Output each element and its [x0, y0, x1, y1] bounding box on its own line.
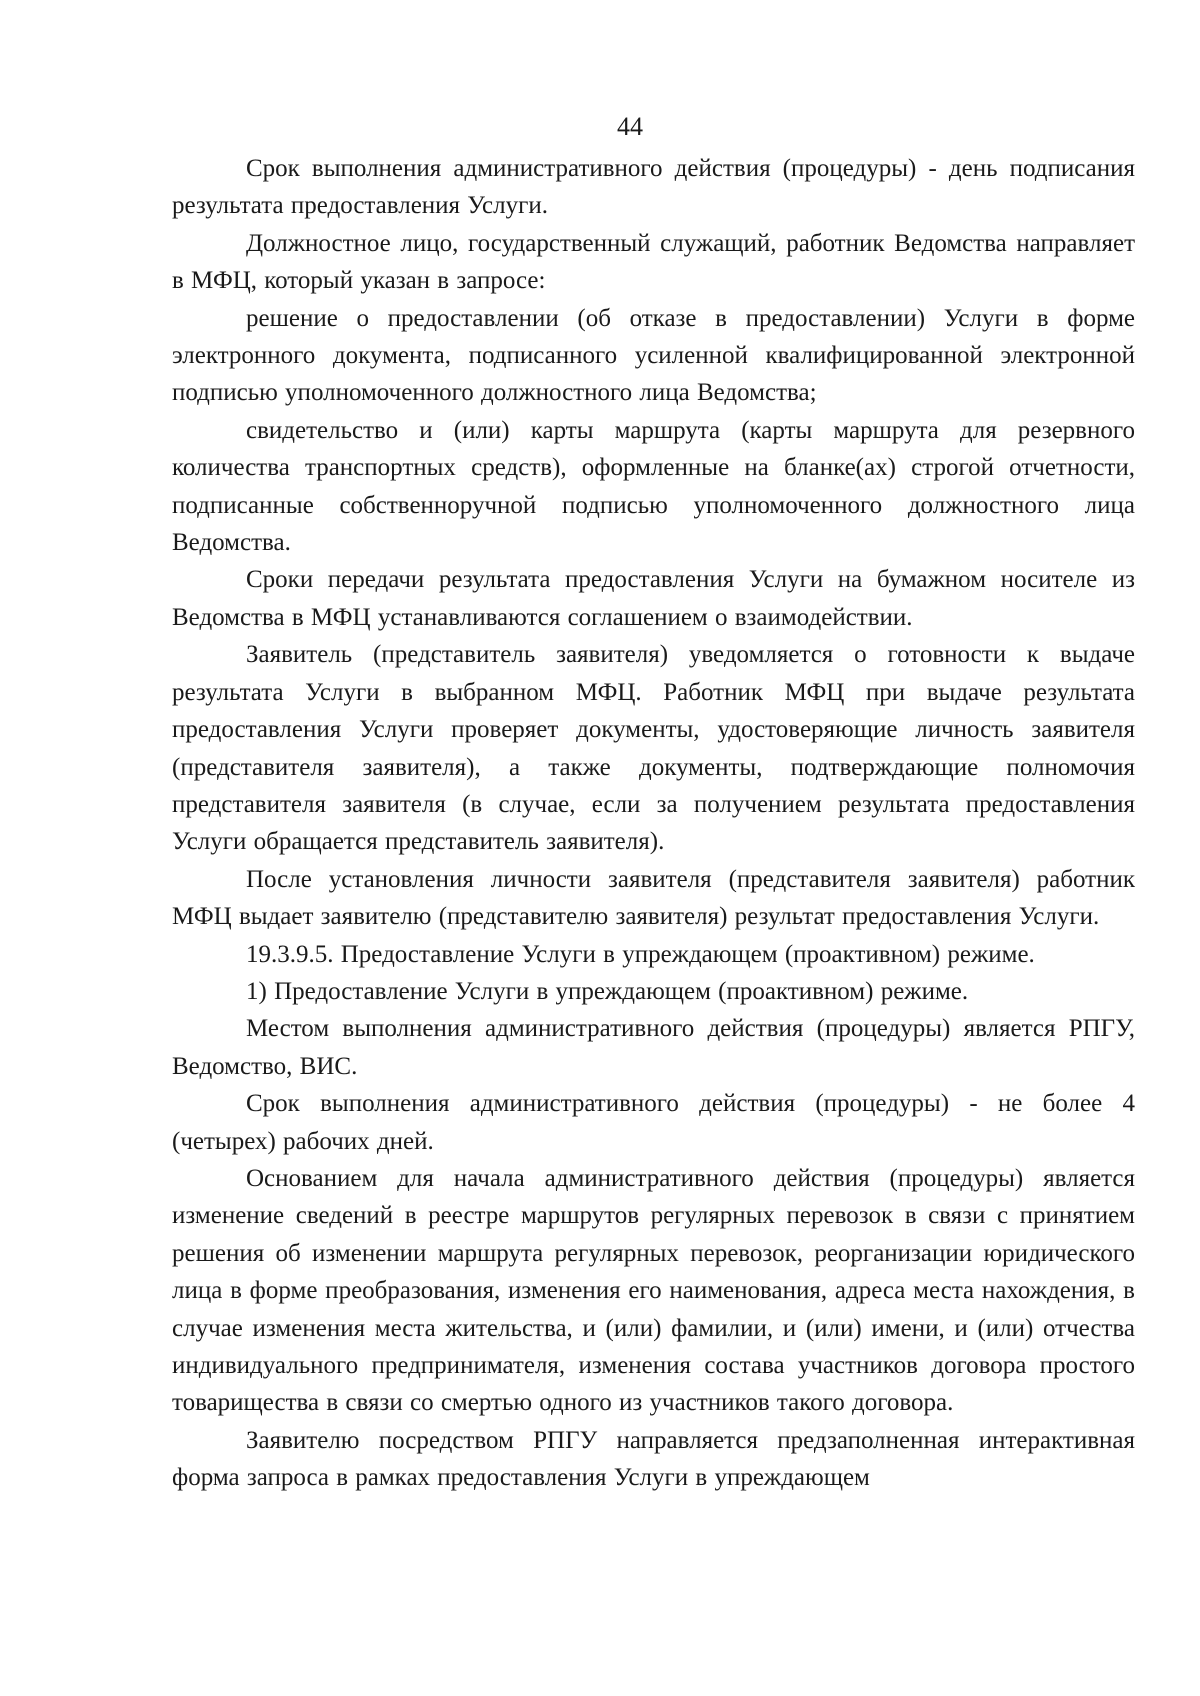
- paragraph-section-19-3-9-5: 19.3.9.5. Предоставление Услуги в упреждающем (проактивном) режиме.: [246, 940, 1035, 968]
- paragraph-place-of-action: Местом выполнения административного действия (процедуры) является РПГУ, Ведомство, ВИС.: [172, 1015, 1135, 1080]
- document-body: [172, 150, 1135, 1497]
- paragraph-certificate-route-cards: свидетельство и (или) карты маршрута (карты маршрута для резервного количества транспортных средств), оформленные на бланке(ах) строгой отчетности, подписанные собственноручной подписью уполномоченного должностного лица Ведомства.: [172, 416, 1135, 557]
- paragraph-official-sends-to-mfc: Должностное лицо, государственный служащий, работник Ведомства направляет в МФЦ, который указан в запросе:: [172, 229, 1135, 295]
- paragraph-decision-electronic: решение о предоставлении (об отказе в предоставлении) Услуги в форме электронного документа, подписанного усиленной квалифицированной электронной подписью уполномоченного должностного лица Ведомства;: [172, 304, 1135, 407]
- paragraph-applicant-notified: Заявитель (представитель заявителя) уведомляется о готовности к выдаче результата Услуги в выбранном МФЦ. Работник МФЦ при выдаче результата предоставления Услуги проверяет документы, удостоверяющие личность заявителя (представителя заявителя), а также документы, подтверждающие полномочия представителя заявителя (в случае, если за получением результата предоставления Услуги обращается представитель заявителя).: [172, 641, 1135, 856]
- paragraph-prefilled-form: Заявителю посредством РПГУ направляется предзаполненная интерактивная форма запроса в рамках предоставления Услуги в упреждающем: [172, 1426, 1135, 1492]
- page-number: 44: [617, 112, 643, 141]
- paragraph-mfc-issues-result: После установления личности заявителя (представителя заявителя) работник МФЦ выдает заявителю (представителю заявителя) результат предоставления Услуги.: [172, 865, 1135, 931]
- paragraph-action-term: Срок выполнения административного действия (процедуры) - не более 4 (четырех) рабочих дней.: [172, 1090, 1135, 1155]
- paragraph-deadline-signing: Срок выполнения административного действия (процедуры) - день подписания результата предоставления Услуги.: [172, 155, 1135, 220]
- paragraph-item-1-proactive: 1) Предоставление Услуги в упреждающем (проактивном) режиме.: [246, 977, 969, 1005]
- paragraph-paper-transfer-terms: Сроки передачи результата предоставления Услуги на бумажном носителе из Ведомства в МФЦ устанавливаются соглашением о взаимодействии.: [172, 566, 1135, 631]
- paragraph-grounds-for-action: Основанием для начала административного действия (процедуры) является изменение сведений в реестре маршрутов регулярных перевозок в связи с принятием решения об изменении маршрута регулярных перевозок, реорганизации юридического лица в форме преобразования, изменения его наименования, адреса места нахождения, в случае изменения места жительства, и (или) фамилии, и (или) имени, и (или) отчества индивидуального предпринимателя, изменения состава участников договора простого товарищества в связи со смертью одного из участников такого договора.: [172, 1164, 1135, 1417]
